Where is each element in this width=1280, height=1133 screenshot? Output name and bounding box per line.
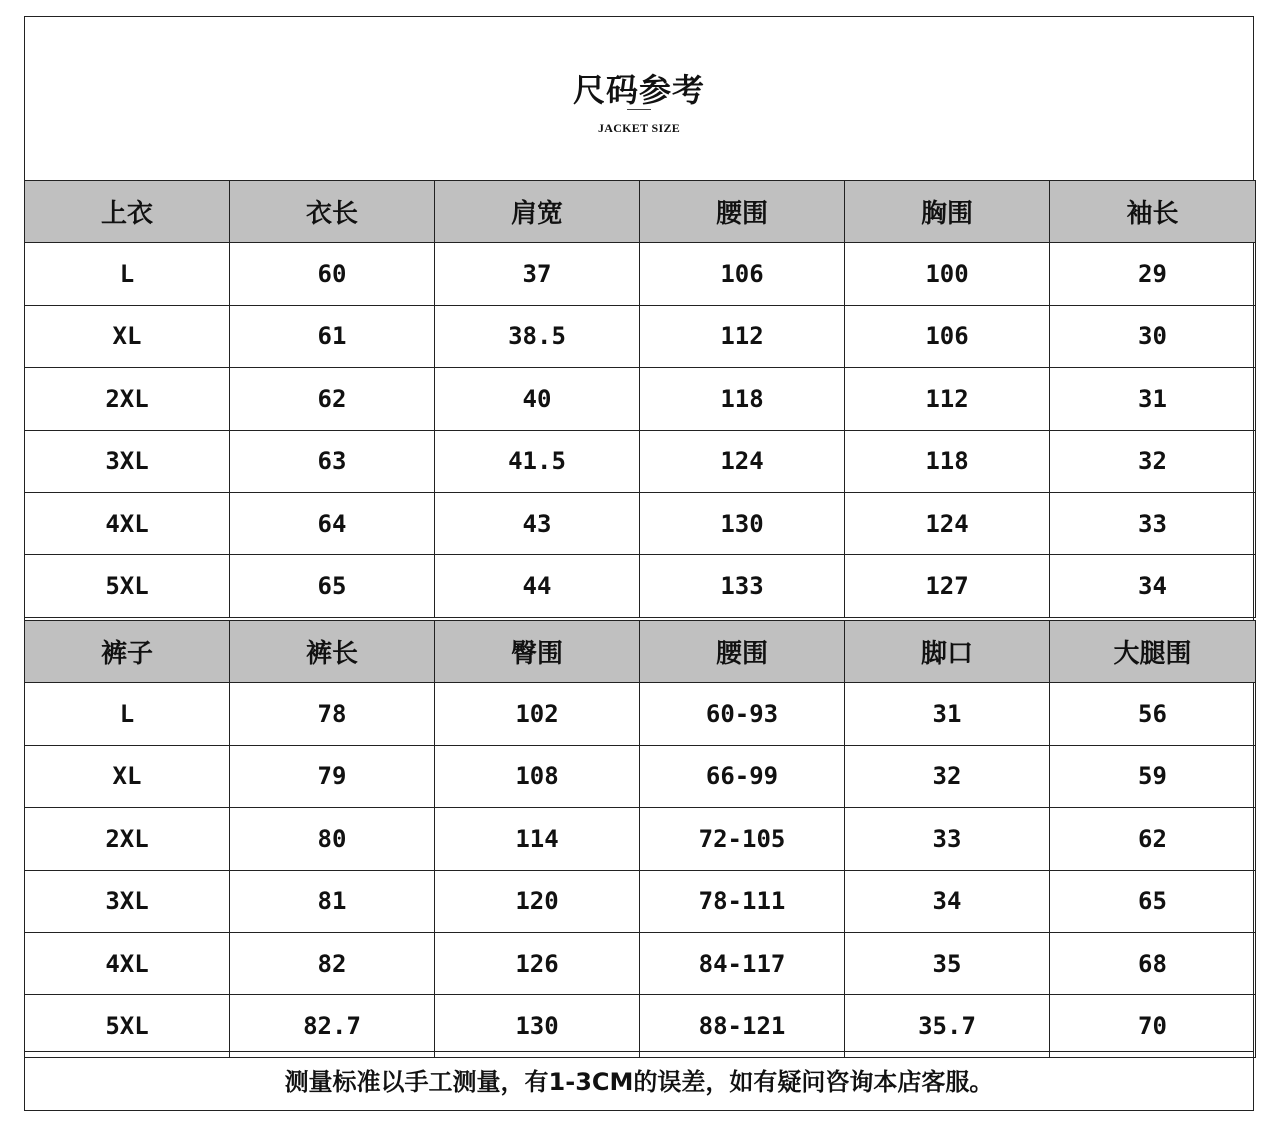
size-label-cell: XL — [25, 745, 230, 807]
measurement-cell: 62 — [230, 368, 435, 430]
table-row — [25, 243, 1256, 305]
column-header: 臀围 — [435, 621, 640, 683]
table-row — [25, 808, 1256, 870]
measurement-cell: 34 — [1050, 555, 1256, 617]
measurement-cell: 112 — [640, 305, 845, 367]
measurement-cell: 33 — [1050, 492, 1256, 554]
measurement-cell: 106 — [845, 305, 1050, 367]
size-label-cell: 5XL — [25, 995, 230, 1057]
table-row — [25, 683, 1256, 745]
table-row — [25, 305, 1256, 367]
measurement-cell: 63 — [230, 430, 435, 492]
measurement-cell: 133 — [640, 555, 845, 617]
measurement-cell: 82.7 — [230, 995, 435, 1057]
size-label-cell: 5XL — [25, 555, 230, 617]
measurement-cell: 84-117 — [640, 932, 845, 994]
measurement-cell: 68 — [1050, 932, 1256, 994]
measurement-cell: 118 — [640, 368, 845, 430]
measurement-cell: 40 — [435, 368, 640, 430]
measurement-cell: 56 — [1050, 683, 1256, 745]
table-row — [25, 368, 1256, 430]
table-header-row — [25, 621, 1256, 683]
table-row — [25, 492, 1256, 554]
jacket-size-table — [24, 180, 1256, 618]
measurement-cell: 35 — [845, 932, 1050, 994]
column-header: 大腿围 — [1050, 621, 1256, 683]
measurement-cell: 33 — [845, 808, 1050, 870]
measurement-cell: 64 — [230, 492, 435, 554]
measurement-cell: 60-93 — [640, 683, 845, 745]
size-label-cell: L — [25, 683, 230, 745]
measurement-cell: 108 — [435, 745, 640, 807]
size-label-cell: 3XL — [25, 870, 230, 932]
measurement-cell: 32 — [1050, 430, 1256, 492]
column-header: 肩宽 — [435, 181, 640, 243]
measurement-cell: 120 — [435, 870, 640, 932]
measurement-cell: 31 — [1050, 368, 1256, 430]
size-label-cell: 4XL — [25, 492, 230, 554]
jacket-table-body — [25, 181, 1256, 618]
table-row — [25, 430, 1256, 492]
measurement-cell: 126 — [435, 932, 640, 994]
measurement-cell: 70 — [1050, 995, 1256, 1057]
page-subtitle: JACKET SIZE — [597, 121, 681, 135]
measurement-cell: 41.5 — [435, 430, 640, 492]
measurement-cell: 32 — [845, 745, 1050, 807]
measurement-cell: 82 — [230, 932, 435, 994]
column-header: 腰围 — [640, 181, 845, 243]
measurement-cell: 38.5 — [435, 305, 640, 367]
measurement-cell: 78-111 — [640, 870, 845, 932]
measurement-cell: 78 — [230, 683, 435, 745]
pants-size-table — [24, 620, 1256, 1058]
column-header: 脚口 — [845, 621, 1050, 683]
measurement-cell: 60 — [230, 243, 435, 305]
measurement-cell: 130 — [435, 995, 640, 1057]
size-label-cell: 2XL — [25, 368, 230, 430]
measurement-cell: 31 — [845, 683, 1050, 745]
measurement-cell: 37 — [435, 243, 640, 305]
size-label-cell: 4XL — [25, 932, 230, 994]
measurement-cell: 114 — [435, 808, 640, 870]
measurement-cell: 130 — [640, 492, 845, 554]
measurement-cell: 30 — [1050, 305, 1256, 367]
measurement-cell: 88-121 — [640, 995, 845, 1057]
table-row — [25, 870, 1256, 932]
measurement-cell: 72-105 — [640, 808, 845, 870]
size-label-cell: L — [25, 243, 230, 305]
measurement-cell: 124 — [845, 492, 1050, 554]
pants-table-body — [25, 621, 1256, 1058]
measurement-cell: 124 — [640, 430, 845, 492]
table-row — [25, 555, 1256, 617]
title-block — [25, 17, 1253, 181]
measurement-cell: 62 — [1050, 808, 1256, 870]
measurement-note: 测量标准以手工测量，有1-3CM的误差，如有疑问咨询本店客服。 — [25, 1051, 1253, 1112]
column-header: 裤长 — [230, 621, 435, 683]
measurement-cell: 44 — [435, 555, 640, 617]
measurement-cell: 106 — [640, 243, 845, 305]
measurement-cell: 127 — [845, 555, 1050, 617]
column-header: 裤子 — [25, 621, 230, 683]
column-header: 上衣 — [25, 181, 230, 243]
measurement-cell: 118 — [845, 430, 1050, 492]
title-divider — [627, 109, 651, 110]
column-header: 胸围 — [845, 181, 1050, 243]
table-row — [25, 932, 1256, 994]
size-label-cell: 2XL — [25, 808, 230, 870]
table-header-row — [25, 181, 1256, 243]
measurement-cell: 79 — [230, 745, 435, 807]
size-label-cell: XL — [25, 305, 230, 367]
page-title: 尺码参考 — [572, 71, 705, 109]
measurement-cell: 65 — [230, 555, 435, 617]
measurement-cell: 102 — [435, 683, 640, 745]
measurement-cell: 80 — [230, 808, 435, 870]
table-row — [25, 995, 1256, 1057]
measurement-cell: 29 — [1050, 243, 1256, 305]
measurement-cell: 59 — [1050, 745, 1256, 807]
measurement-cell: 61 — [230, 305, 435, 367]
measurement-cell: 35.7 — [845, 995, 1050, 1057]
size-label-cell: 3XL — [25, 430, 230, 492]
measurement-cell: 100 — [845, 243, 1050, 305]
measurement-cell: 66-99 — [640, 745, 845, 807]
column-header: 衣长 — [230, 181, 435, 243]
column-header: 腰围 — [640, 621, 845, 683]
measurement-cell: 112 — [845, 368, 1050, 430]
measurement-cell: 43 — [435, 492, 640, 554]
table-row — [25, 745, 1256, 807]
measurement-cell: 81 — [230, 870, 435, 932]
measurement-cell: 34 — [845, 870, 1050, 932]
column-header: 袖长 — [1050, 181, 1256, 243]
size-chart-sheet — [24, 16, 1254, 1111]
measurement-cell: 65 — [1050, 870, 1256, 932]
